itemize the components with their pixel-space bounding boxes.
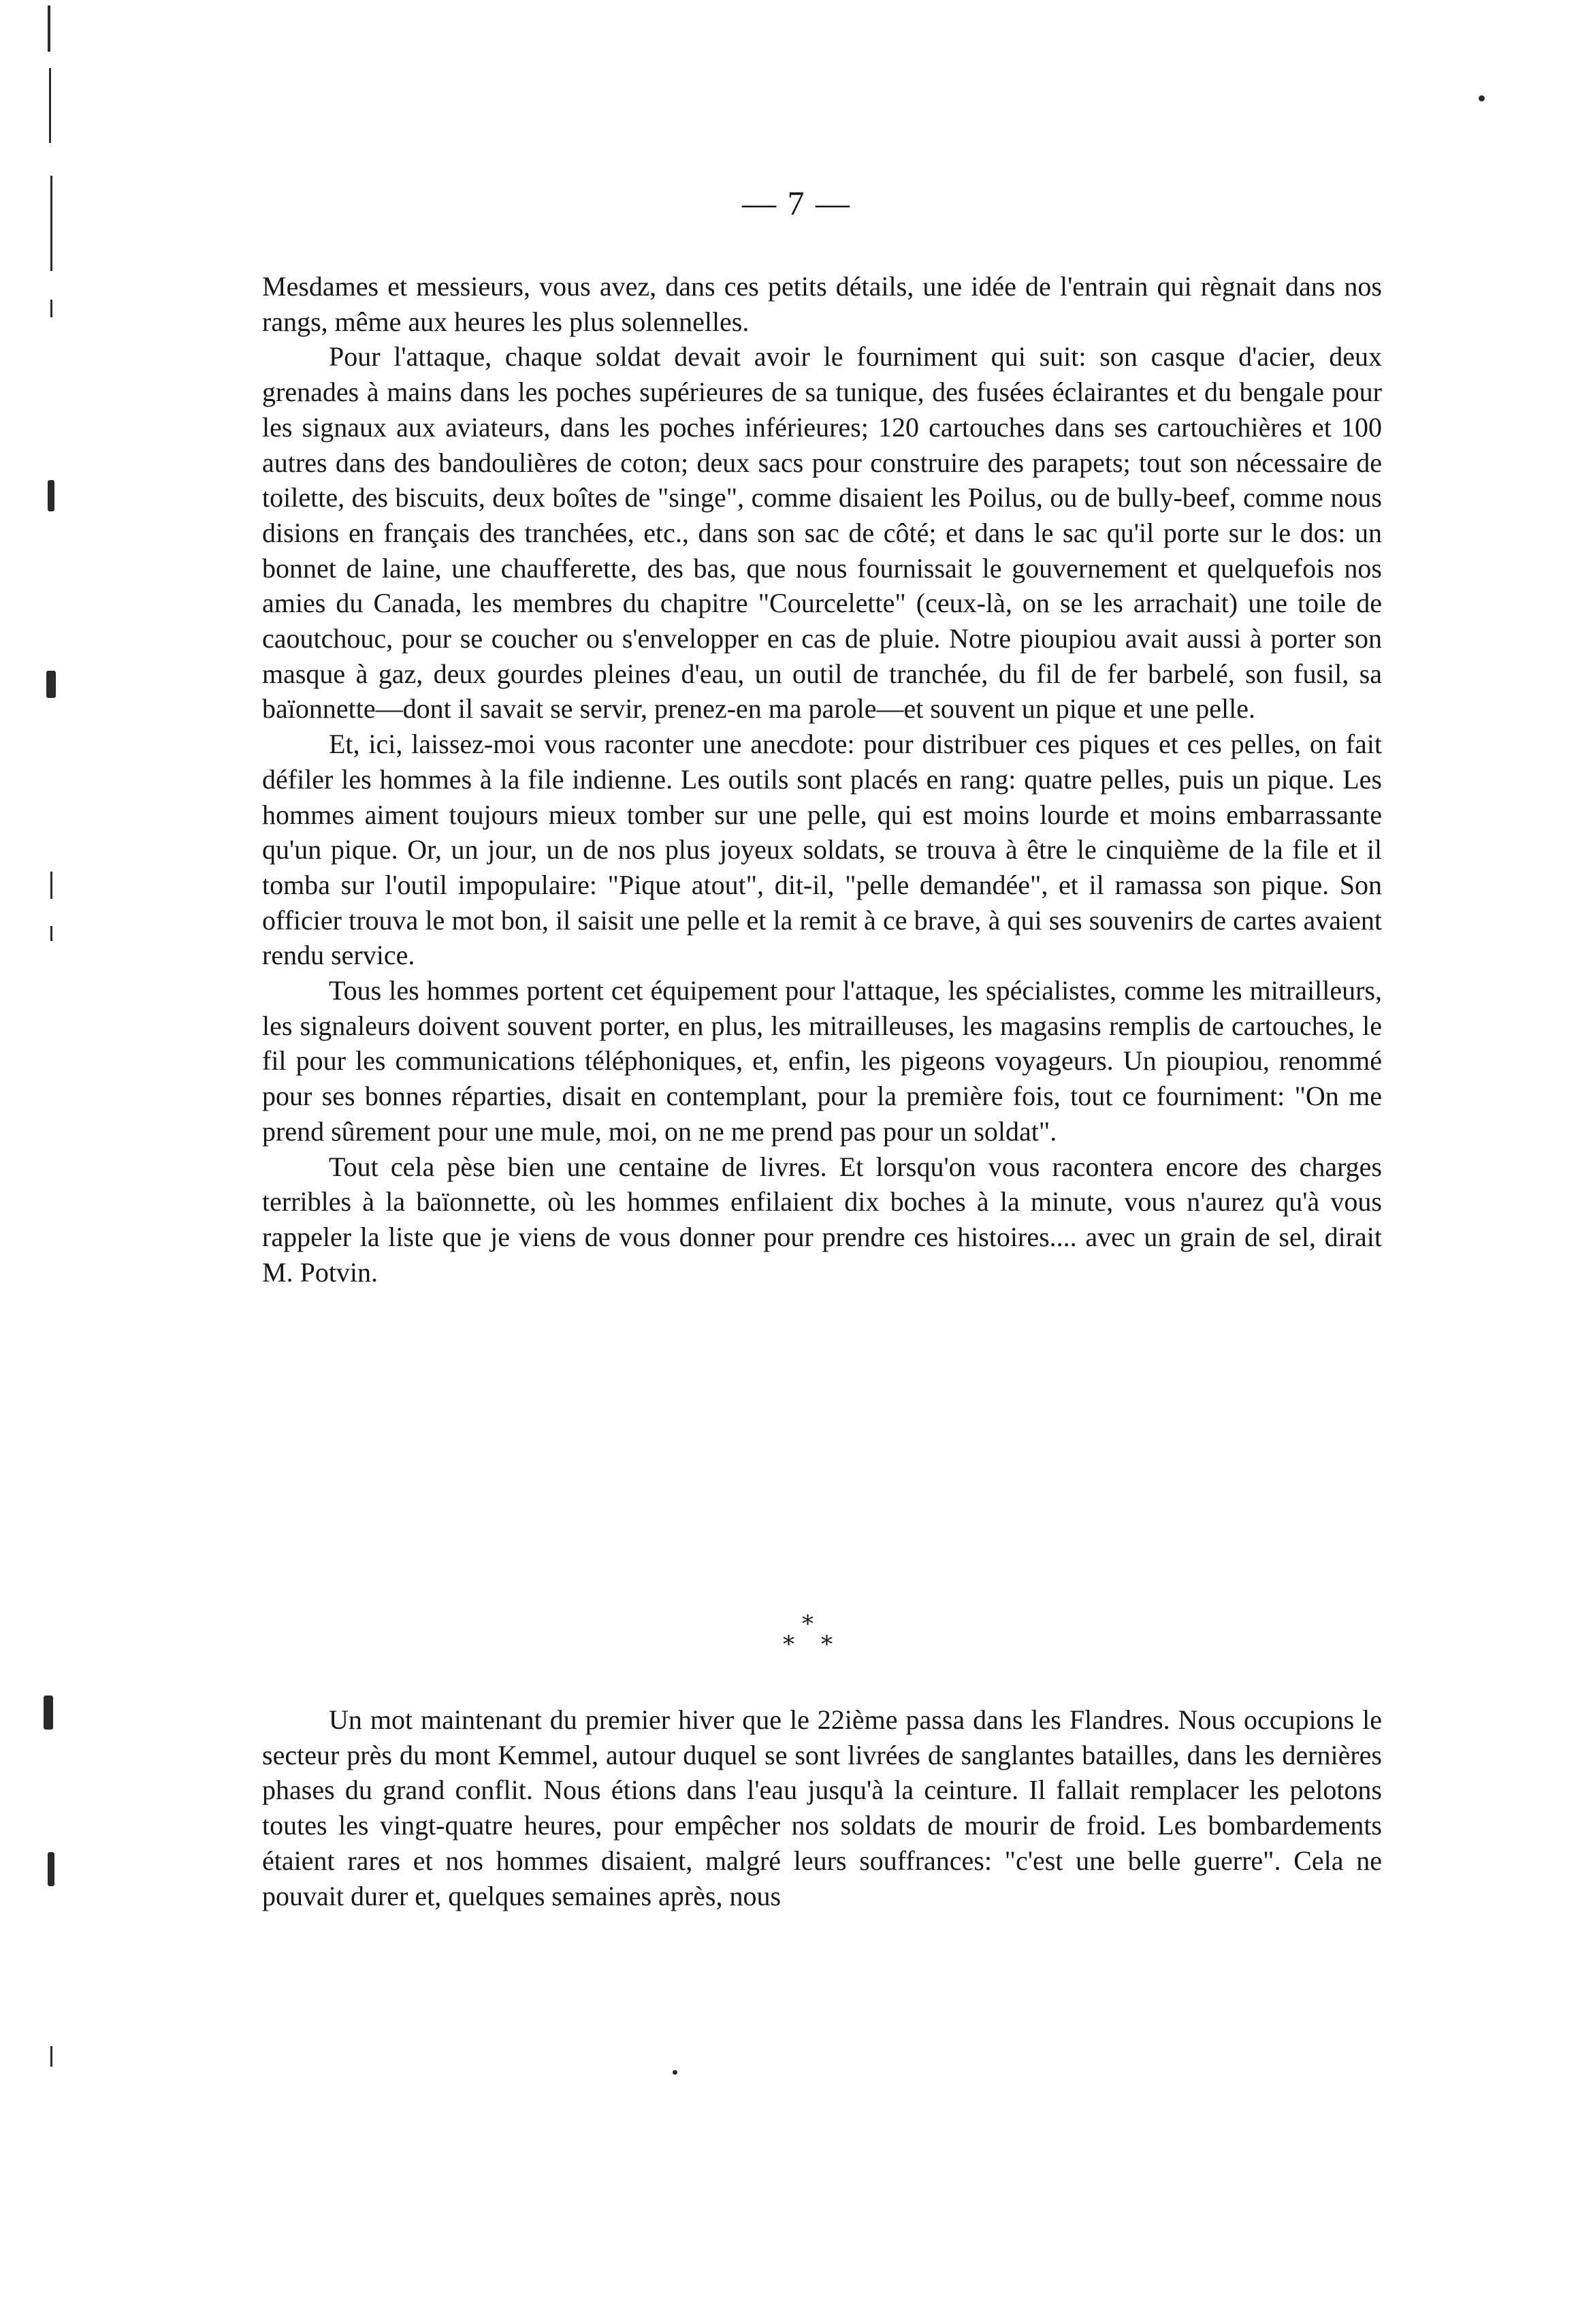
margin-glyph-4 — [48, 1852, 54, 1886]
margin-glyph-3 — [44, 1696, 53, 1730]
page-number: — 7 — — [742, 184, 851, 222]
paragraph-5: Tout cela pèse bien une centaine de livres. Et lorsqu'on vous racontera encore des charges terribles à la baïonnette, où les hommes enfilaient dix boches à la minute, vous n'aurez qu'à vous rappeler la liste que je viens de vous donner pour prendre ces histoires.... avec un grain de sel, dirait M. Potvin. — [262, 1151, 1382, 1288]
margin-glyph-2 — [46, 671, 56, 698]
margin-rule-top — [48, 5, 50, 52]
paragraph-6: Un mot maintenant du premier hiver que le 22ième passa dans les Flandres. Nous occupions le secteur près du mont Kemmel, autour duquel se sont livrées de sanglantes batailles, dans les dernières phases du grand conflit. Nous étions dans l'eau jusqu'à la ceinture. Il fallait remplacer les pelotons toutes les vingt-quatre heures, pour empêcher nos soldats de mourir de froid. Les bombardements étaient rares et nos hommes disaient, malgré leurs souffrances: "c'est une belle guerre". Cela ne pouvait durer et, quelques semaines après, nous — [262, 1704, 1382, 1911]
svg-text:*: * — [802, 1610, 814, 1638]
paragraph-1: Mesdames et messieurs, vous avez, dans ces petits détails, une idée de l'entrain qui règnait dans nos rangs, même aux heures les plus solennelles. — [262, 271, 1382, 337]
margin-rule-top-2 — [49, 68, 51, 143]
body-text-section-2 — [262, 1702, 1382, 1913]
margin-glyph-1 — [48, 480, 54, 511]
scan-dot-bottom — [673, 2070, 677, 2075]
paragraph-4: Tous les hommes portent cet équipement pour l'attaque, les spécialistes, comme les mitrailleurs, les signaleurs doivent souvent porter, en plus, les mitrailleuses, les magasins remplis de cartouches, le fil pour les communications téléphoniques, et, enfin, les pigeons voyageurs. Un pioupiou, renommé pour ses bonnes réparties, disait en contemplant, pour la première fois, tout ce fourniment: "On me prend sûrement pour une mule, moi, on ne me prend pas pour un soldat". — [262, 975, 1382, 1147]
margin-tick-4 — [50, 2046, 52, 2067]
paragraph-2: Pour l'attaque, chaque soldat devait avoir le fourniment qui suit: son casque d'acier, deux grenades à mains dans les poches supérieures de sa tunique, des fusées éclairantes et du bengale pour les signaux aux aviateurs, dans les poches inférieures; 120 cartouches dans ses cartouchières et 100 autres dans des bandoulières de coton; deux sacs pour construire des parapets; tout son nécessaire de toilette, des biscuits, deux boîtes de "singe", comme disaient les Poilus, ou de bully-beef, comme nous disions en français des tranchées, etc., dans son sac de côté; et dans le sac qu'il porte sur le dos: un bonnet de laine, une chaufferette, des bas, que nous fournissait le gouvernement et quelquefois nos amies du Canada, les membres du chapitre "Courcelette" (ceux-là, on se les arrachait) une toile de caoutchouc, pour se coucher ou s'envelopper en cas de pluie. Notre pioupiou avait aussi à porter son masque à gaz, deux gourdes pleines d'eau, un outil de tranchée, du fil de fer barbelé, son fusil, sa baïonnette—dont il savait se servir, prenez-en ma parole—et souvent un pique et une pelle. — [262, 341, 1382, 725]
scan-dot-top-right — [1479, 95, 1485, 101]
svg-text:*: * — [821, 1631, 833, 1658]
margin-tick-2 — [50, 872, 52, 899]
paragraph-3: Et, ici, laissez-moi vous raconter une anecdote: pour distribuer ces piques et ces pelles, on fait défiler les hommes à la file indienne. Les outils sont placés en rang: quatre pelles, puis un pique. Les hommes aiment toujours mieux tomber sur une pelle, qui est moins lourde et moins embarrassante qu'un pique. Or, un jour, un de nos plus joyeux soldats, se trouva à être le cinquième de la file et il tomba sur l'outil impopulaire: "Pique atout", dit-il, "pelle demandée", et il ramassa son pique. Son officier trouva le mot bon, il saisit une pelle et la remit à ce brave, à qui ses souvenirs de cartes avaient rendu service. — [262, 729, 1382, 971]
svg-text:*: * — [783, 1631, 794, 1658]
asterism-separator — [769, 1607, 851, 1661]
margin-tick-3 — [50, 926, 52, 941]
margin-tick-1 — [50, 300, 52, 317]
body-text — [262, 269, 1382, 1290]
